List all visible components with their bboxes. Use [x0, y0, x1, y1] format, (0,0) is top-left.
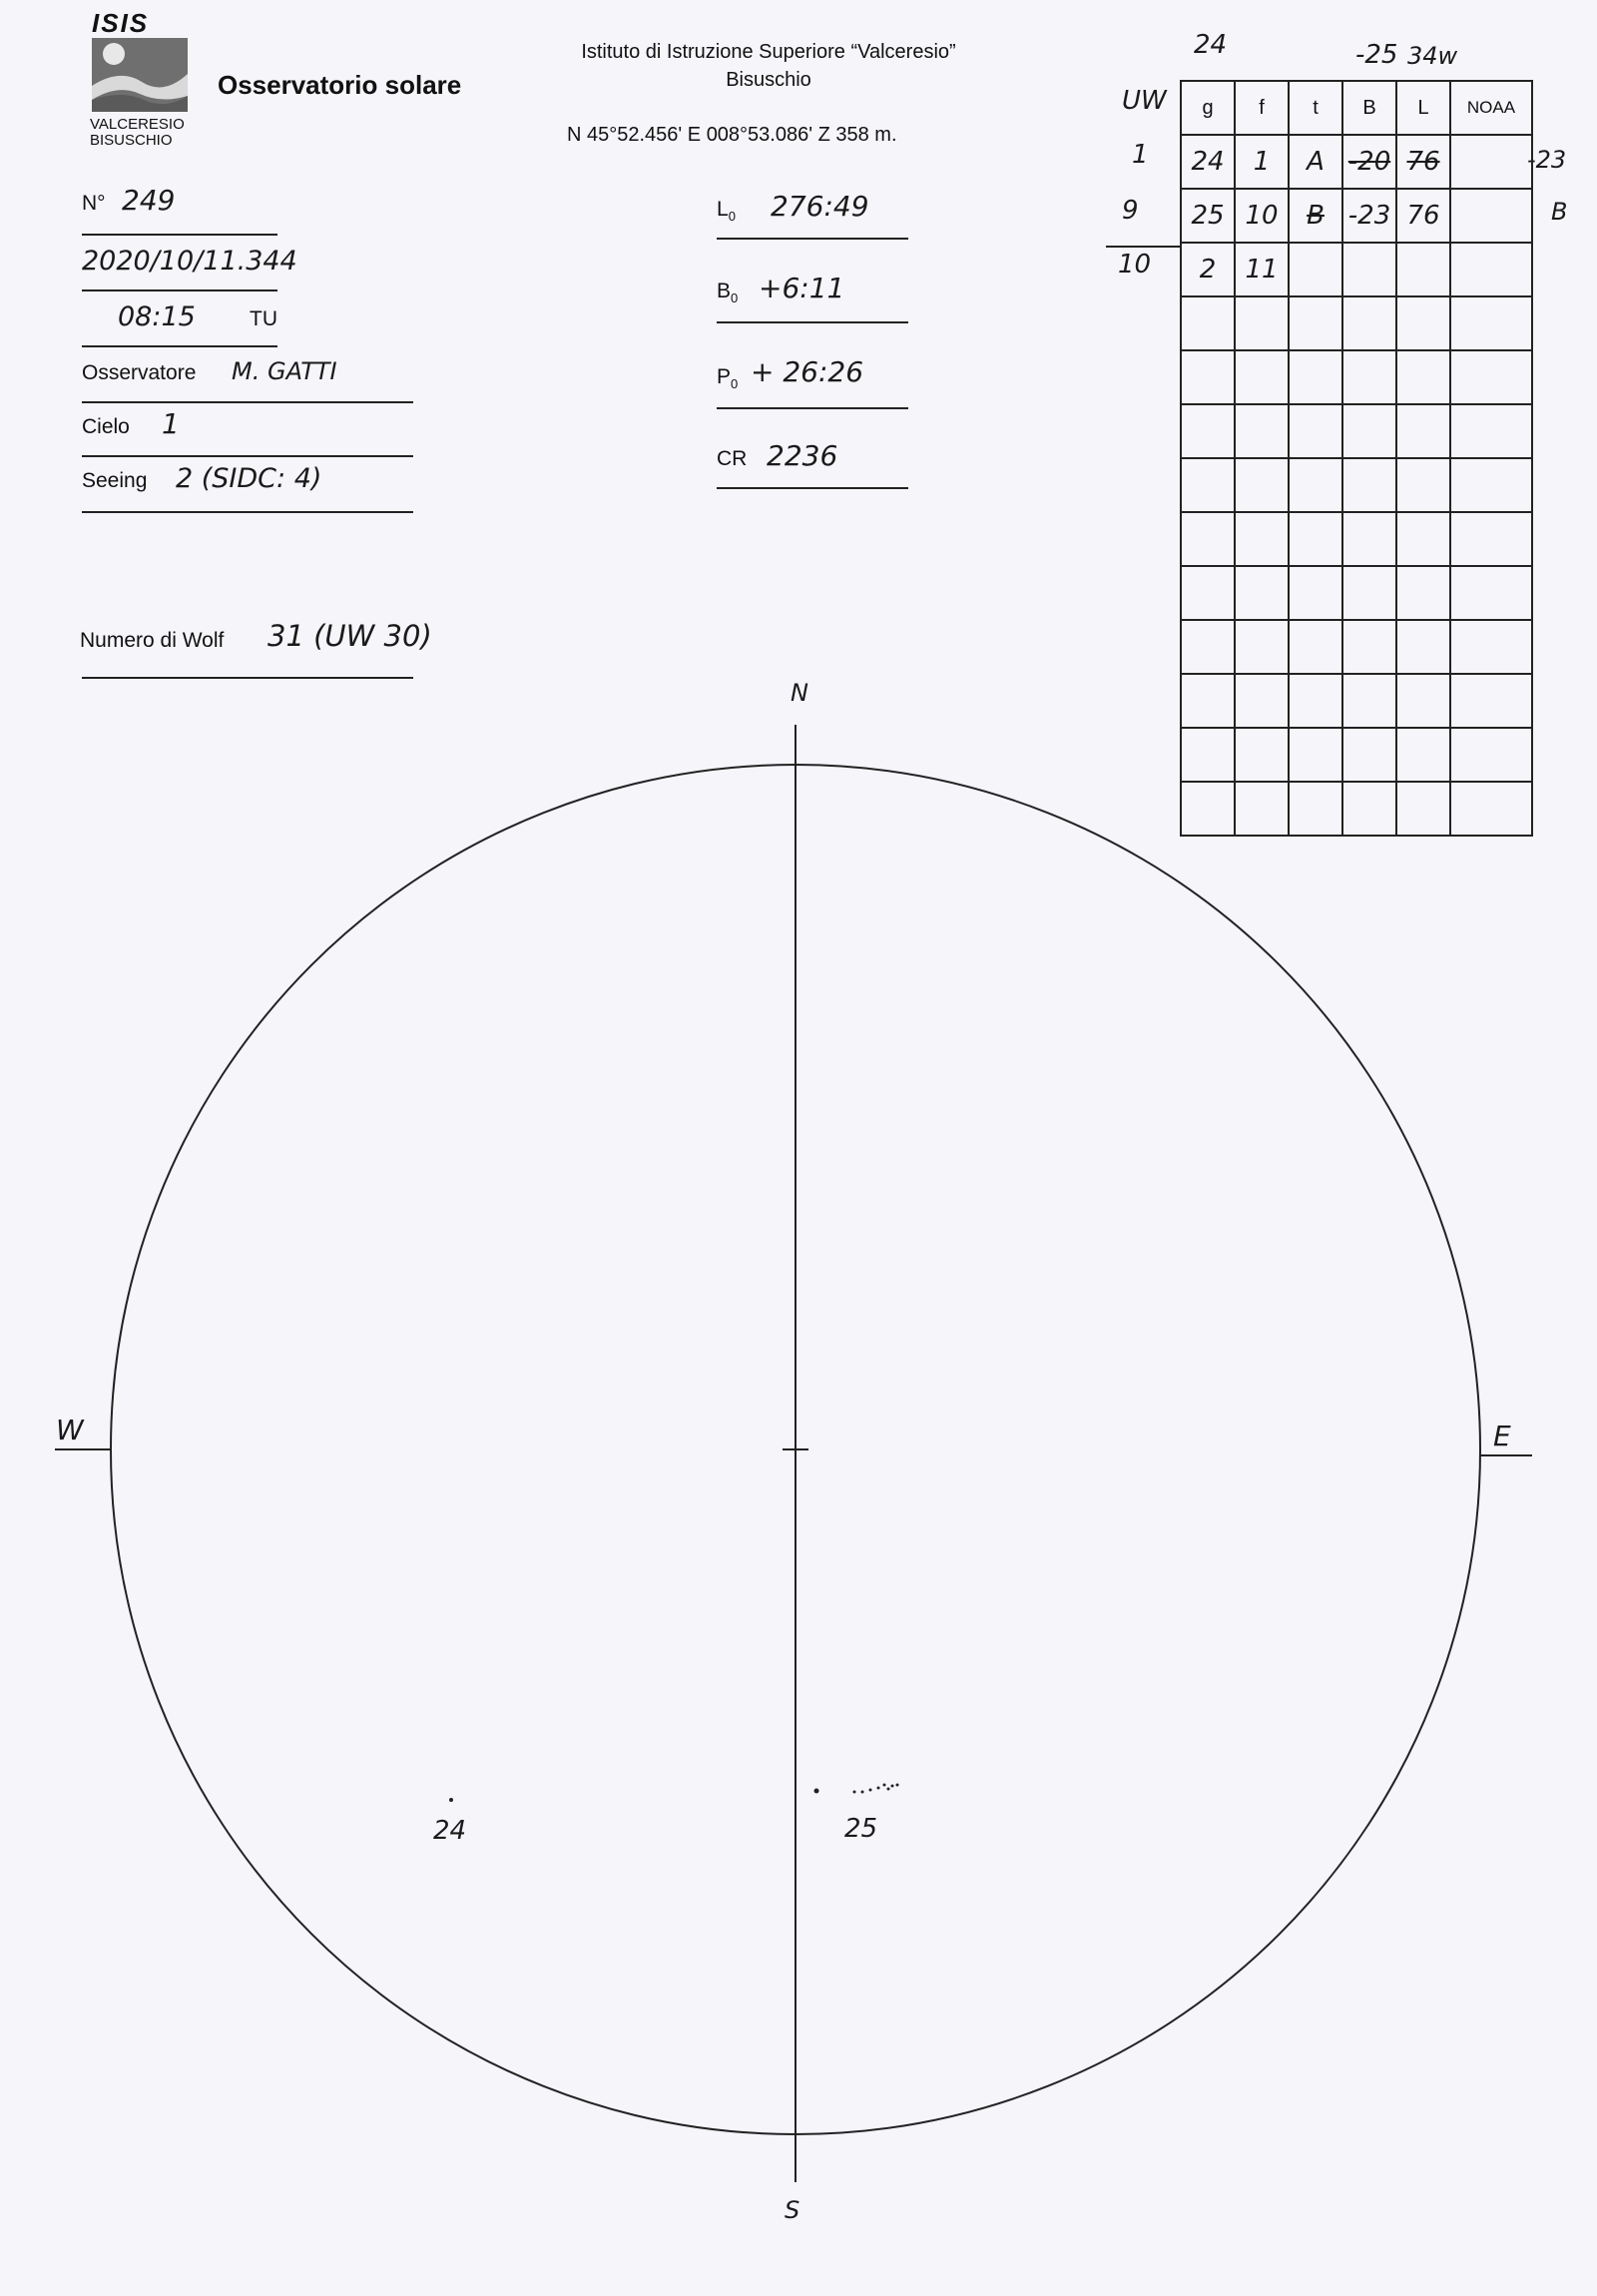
number-value: 249 [122, 184, 176, 217]
cell-f: 11 [1235, 243, 1289, 296]
cell-f: 10 [1235, 189, 1289, 243]
institute-name: Istituto di Istruzione Superiore “Valceresio” [581, 41, 956, 63]
west-label: W [56, 1414, 84, 1446]
south-label: S [785, 2196, 800, 2224]
wolf-label: Numero di Wolf [80, 629, 225, 652]
table-note-latitude: -25 [1355, 40, 1398, 70]
col-f: f [1235, 81, 1289, 135]
uw-row-1: 1 [1132, 140, 1149, 170]
seeing-value: 2 (SIDC: 4) [176, 463, 322, 494]
sunspot [861, 1791, 864, 1794]
seeing-label: Seeing [82, 469, 148, 492]
sunspot [883, 1784, 886, 1787]
table-note-longitude: 34w [1407, 42, 1458, 70]
b0-value: +6:11 [759, 272, 845, 304]
cr-label: CR [717, 447, 748, 470]
observatory-title: Osservatorio solare [218, 70, 462, 100]
sunspot [891, 1785, 894, 1788]
sunspot [869, 1789, 872, 1792]
logo-text: ISIS [92, 8, 150, 38]
time-value: 08:15 [118, 301, 196, 332]
group-label-24: 24 [433, 1816, 467, 1846]
cell-b: -20 [1342, 135, 1396, 189]
logo-name-line2: BISUSCHIO [90, 132, 173, 149]
l0-value: 276:49 [771, 190, 869, 223]
col-b: B [1342, 81, 1396, 135]
time-unit: TU [250, 307, 277, 330]
col-noaa: NOAA [1450, 81, 1532, 135]
p0-value: + 26:26 [751, 355, 864, 388]
site-coordinates: N 45°52.456' E 008°53.086' Z 358 m. [567, 124, 897, 146]
number-label: N° [82, 192, 106, 215]
sky-label: Cielo [82, 415, 130, 438]
north-label: N [791, 679, 808, 707]
l0-label: $L_0$ [717, 198, 736, 225]
sky-value: 1 [162, 407, 180, 440]
cell-l: 76 [1396, 189, 1450, 243]
cell-g: 2 [1181, 243, 1235, 296]
uw-header: UW [1122, 86, 1167, 116]
uw-total: 10 [1118, 250, 1152, 280]
sunspot [896, 1784, 899, 1787]
col-g: g [1181, 81, 1235, 135]
b0-label: $B_0$ [717, 280, 739, 306]
cell-l: 76 [1396, 135, 1450, 189]
side-note-2: B [1551, 198, 1568, 226]
side-note-1: -23 [1527, 146, 1567, 174]
group-label-25: 25 [844, 1814, 878, 1844]
col-l: L [1396, 81, 1450, 135]
observer-value: M. GATTI [232, 357, 337, 385]
sunspot [449, 1798, 453, 1802]
sunspot [887, 1788, 890, 1791]
cell-g: 24 [1181, 135, 1235, 189]
sunspot [814, 1789, 819, 1794]
cell-g: 25 [1181, 189, 1235, 243]
cell-f: 1 [1235, 135, 1289, 189]
col-t: t [1289, 81, 1342, 135]
cell-b: -23 [1342, 189, 1396, 243]
p0-label: $P_0$ [717, 365, 739, 392]
date-value: 2020/10/11.344 [82, 246, 297, 277]
uw-row-2: 9 [1122, 196, 1139, 226]
logo-name-line1: VALCERESIO [90, 116, 185, 133]
table-note-group: 24 [1194, 30, 1228, 60]
sunspot [853, 1791, 856, 1794]
observer-label: Osservatore [82, 361, 197, 384]
east-label: E [1493, 1420, 1511, 1452]
institute-town: Bisuschio [726, 69, 811, 91]
cell-t: A [1289, 135, 1342, 189]
cr-value: 2236 [767, 439, 838, 472]
sunspot [877, 1787, 880, 1790]
cell-t: B [1289, 189, 1342, 243]
wolf-value: 31 (UW 30) [267, 619, 432, 653]
